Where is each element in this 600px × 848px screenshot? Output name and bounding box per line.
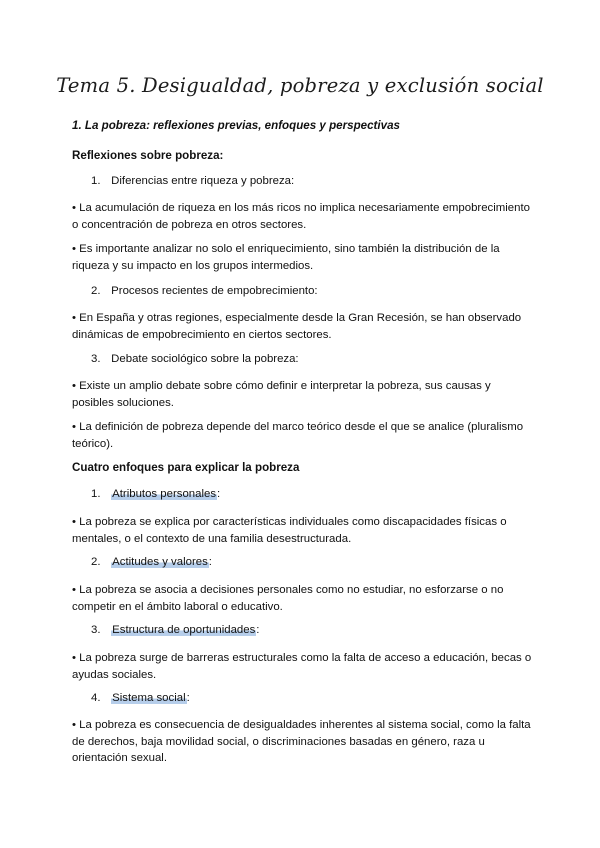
highlighted-label: Estructura de oportunidades — [112, 624, 256, 636]
item-number: 3. — [91, 353, 101, 365]
numbered-item — [91, 285, 318, 297]
highlighted-label: Atributos personales — [112, 488, 217, 500]
item-suffix: : — [217, 488, 221, 500]
bullet-paragraph: • Es importante analizar no solo el enriquecimiento, sino también la distribución de la riqueza y su impacto en los grupos intermedios. — [72, 243, 500, 272]
numbered-item — [91, 624, 259, 636]
bullet-paragraph: • La definición de pobreza depende del marco teórico desde el que se analice (pluralismo teórico). — [72, 421, 524, 450]
item-number: 2. — [91, 556, 101, 568]
bullet-paragraph: • La pobreza es consecuencia de desigualdades inherentes al sistema social, como la falta de derechos, baja movilidad social, o discriminaciones basadas en género, raza u orientación sexual. — [72, 719, 531, 764]
enfoques-heading: Cuatro enfoques para explicar la pobreza — [72, 461, 300, 474]
item-suffix: : — [256, 624, 260, 636]
bullet-paragraph: • La pobreza surge de barreras estructurales como la falta de acceso a educación, becas o ayudas sociales. — [72, 652, 532, 681]
highlighted-label: Sistema social — [112, 692, 186, 704]
document-title: Tema 5. Desigualdad, pobreza y exclusión social — [56, 74, 544, 97]
item-number: 1. — [91, 175, 101, 187]
item-number: 2. — [91, 285, 101, 297]
highlighted-label: Actitudes y valores — [112, 556, 208, 568]
item-suffix: : — [186, 692, 190, 704]
bullet-paragraph: • La pobreza se asocia a decisiones personales como no estudiar, no esforzarse o no competir en el ámbito laboral o educativo. — [72, 584, 504, 613]
numbered-item — [91, 488, 220, 500]
item-label: Procesos recientes de empobrecimiento: — [111, 285, 318, 297]
item-suffix: : — [208, 556, 212, 568]
item-label: Debate sociológico sobre la pobreza: — [111, 353, 299, 365]
numbered-item — [91, 175, 294, 187]
item-number: 4. — [91, 692, 101, 704]
bullet-paragraph: • Existe un amplio debate sobre cómo definir e interpretar la pobreza, sus causas y posibles soluciones. — [72, 380, 491, 409]
numbered-item — [91, 692, 190, 704]
numbered-item — [91, 556, 212, 568]
bullet-paragraph: • La pobreza se explica por características individuales como discapacidades físicas o mentales, o el contexto de una familia desestructurada. — [72, 516, 507, 545]
bullet-paragraph: • En España y otras regiones, especialmente desde la Gran Recesión, se han observado dinámicas de empobrecimiento en ciertos sectores. — [72, 312, 522, 341]
section-heading: 1. La pobreza: reflexiones previas, enfoques y perspectivas — [72, 119, 400, 132]
numbered-item — [91, 353, 299, 365]
reflexiones-heading: Reflexiones sobre pobreza: — [72, 149, 224, 162]
item-number: 3. — [91, 624, 101, 636]
item-label: Diferencias entre riqueza y pobreza: — [111, 175, 295, 187]
bullet-paragraph: • La acumulación de riqueza en los más ricos no implica necesariamente empobrecimiento o concentración de pobreza en otros sectores. — [72, 202, 530, 231]
item-number: 1. — [91, 488, 101, 500]
